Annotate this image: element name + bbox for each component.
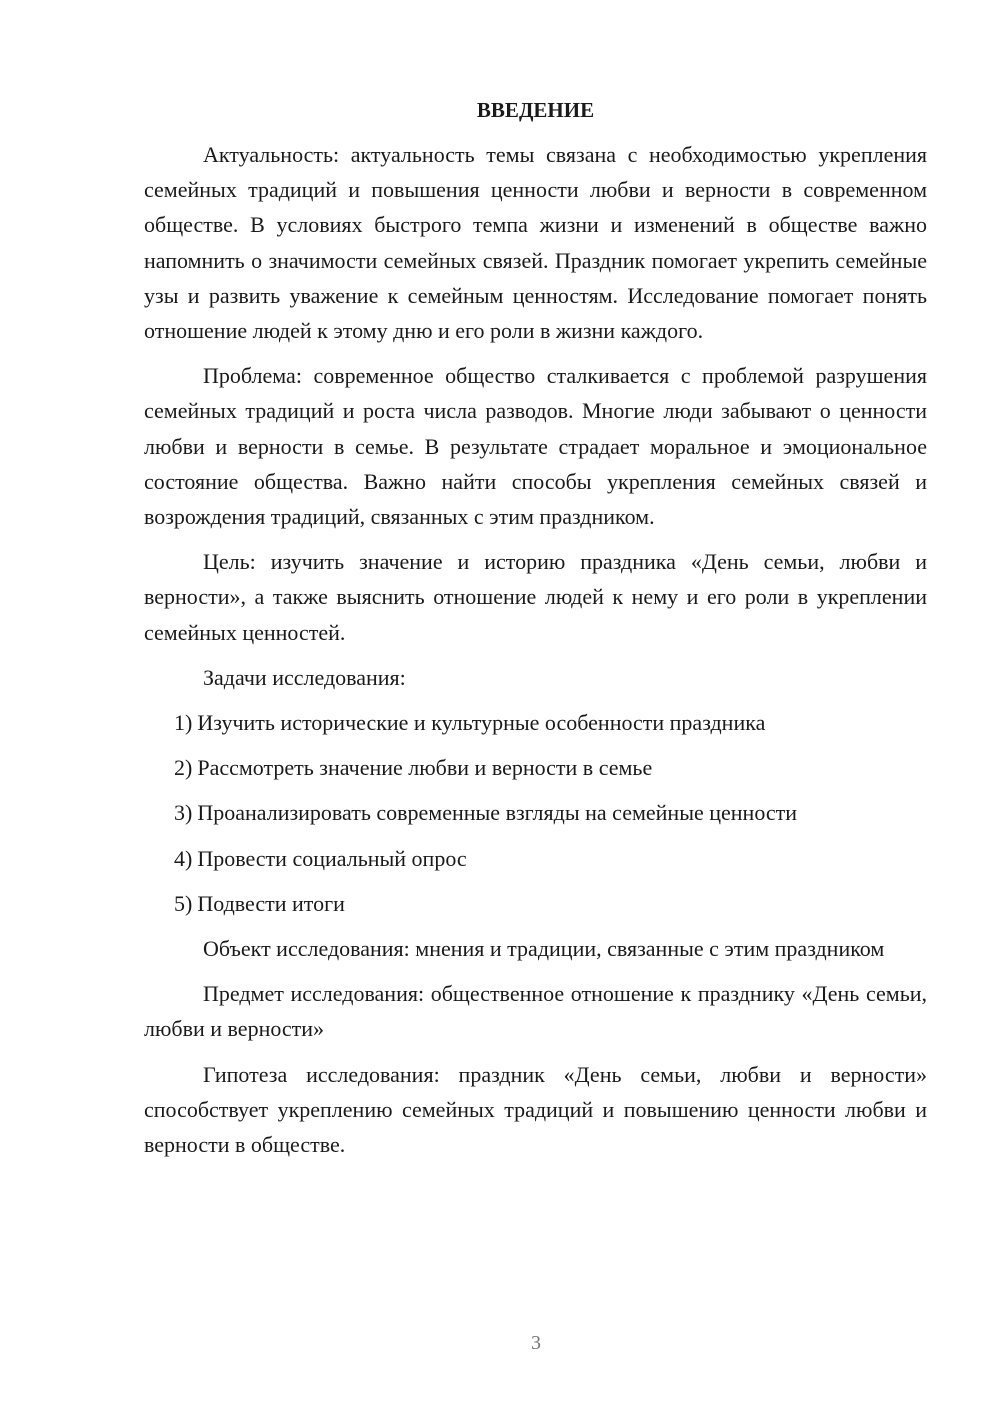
list-item-number: 5) <box>174 890 193 916</box>
list-item-text: Проанализировать современные взгляды на семейные ценности <box>197 800 798 826</box>
list-item-text: Изучить исторические и культурные особенности праздника <box>197 710 766 736</box>
list-item <box>144 750 927 785</box>
section-title: ВВЕДЕНИЕ <box>476 98 595 122</box>
document-page <box>144 95 927 1172</box>
list-item-number: 2) <box>174 755 193 781</box>
list-item <box>144 705 927 740</box>
relevance-paragraph: Актуальность: актуальность темы связана с необходимостью укрепления семейных традиций и повышения ценности любви и верности в современном обществе. В условиях быстрого темпа жизни и изменений в обществе важно напомнить о значимости семейных связей. Праздник помогает укрепить семейные узы и развить уважение к семейным ценностям. Исследование помогает понять отношение людей к этому дню и его роли в жизни каждого. <box>144 142 927 344</box>
list-item-number: 3) <box>174 800 193 826</box>
list-item <box>144 841 927 876</box>
list-item-text: Провести социальный опрос <box>197 845 467 871</box>
goal-paragraph: Цель: изучить значение и историю праздника «День семьи, любви и верности», а также выяснить отношение людей к нему и его роли в укреплении семейных ценностей. <box>144 549 927 645</box>
list-item <box>144 795 927 830</box>
subject-paragraph: Предмет исследования: общественное отношение к празднику «День семьи, любви и верности» <box>144 981 927 1042</box>
list-item-text: Рассмотреть значение любви и верности в семье <box>197 755 653 781</box>
list-item-number: 1) <box>174 710 193 736</box>
list-item <box>144 886 927 921</box>
tasks-list <box>144 705 927 921</box>
problem-paragraph: Проблема: современное общество сталкивается с проблемой разрушения семейных традиций и роста числа разводов. Многие люди забывают о ценности любви и верности в семье. В результате страдает моральное и эмоциональное состояние общества. Важно найти способы укрепления семейных связей и возрождения традиций, связанных с этим праздником. <box>144 363 927 530</box>
object-paragraph: Объект исследования: мнения и традиции, связанные с этим праздником <box>203 936 885 962</box>
tasks-label: Задачи исследования: <box>203 664 406 690</box>
page-number: 3 <box>531 1332 541 1354</box>
list-item-text: Подвести итоги <box>197 890 345 916</box>
hypothesis-paragraph: Гипотеза исследования: праздник «День семьи, любви и верности» способствует укреплению семейных традиций и повышению ценности любви и верности в обществе. <box>144 1061 927 1158</box>
list-item-number: 4) <box>174 845 193 871</box>
